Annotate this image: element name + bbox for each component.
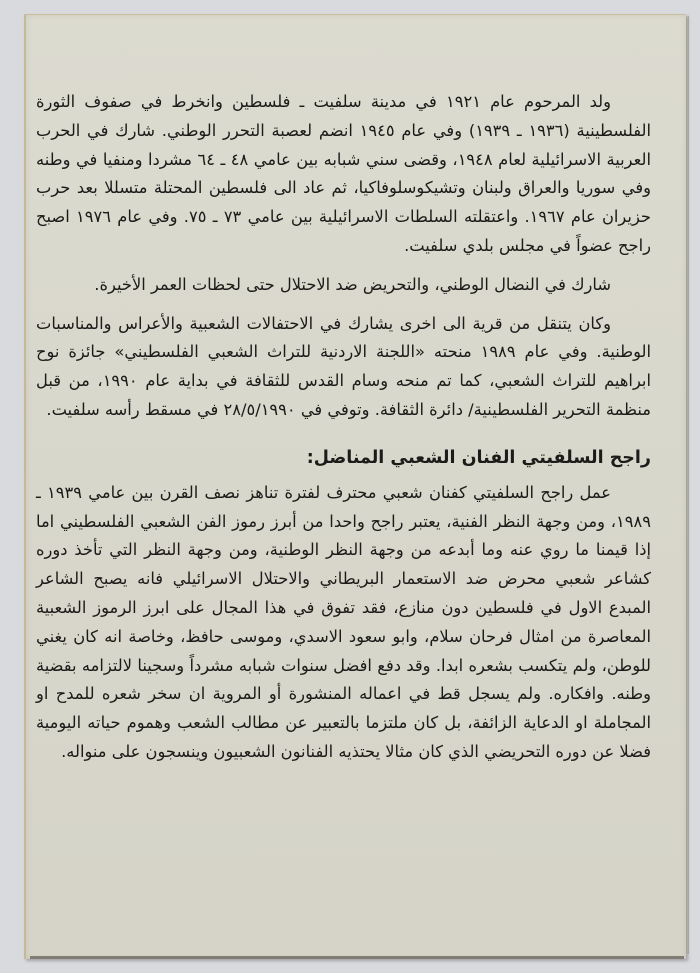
paragraph-birth: ولد المرحوم عام ١٩٢١ في مدينة سلفيت ـ فلسطين وانخرط في صفوف الثورة الفلسطينية (١٩٣٦ ـ ١٩٣٩) وفي عام ١٩٤٥ انضم لعصبة التحرر الوطني. شارك في الحرب العربية الاسرائيلية لعام ١٩٤٨، وقضى سني شبابه بين عامي ٤٨ ـ ٦٤ مشردا ومنفيا في وطنه وفي سوريا والعراق ولبنان وتشيكوسلوفاكيا، ثم عاد الى فلسطين المحتلة متسللا بعد حرب حزيران عام ١٩٦٧. واعتقلته السلطات الاسرائيلية بين عامي ٧٣ ـ ٧٥. وفي عام ١٩٧٦ اصبح راجح عضواً في مجلس بلدي سلفيت. [36, 92, 651, 255]
paragraph-struggle: شارك في النضال الوطني، والتحريض ضد الاحتلال حتى لحظات العمر الأخيرة. [94, 274, 611, 294]
book-page [24, 14, 686, 959]
section-heading: راجح السلفيتي الفنان الشعبي المناضل: [306, 447, 651, 468]
paragraph-artist: عمل راجح السلفيتي كفنان شعبي محترف لفترة تناهز نصف القرن بين عامي ١٩٣٩ ـ ١٩٨٩، ومن وجهة النظر الفنية، يعتبر راجح واحدا من أبرز رموز الفن الشعبي الفلسطيني اما إذا قيمنا ما روي عنه وما أبدعه من وجهة النظر الوطنية، ومن وجهة النظر التي تأخذ دوره كشاعر شعبي محرض ضد الاستعمار البريطاني والاحتلال الاسرائيلي فانه يصبح الشاعر المبدع الاول في فلسطين دون منازع، فقد تفوق في هذا المجال على ابرز الرموز الشعبية المعاصرة من امثال فرحان سلام، وابو سعود الاسدي، وموسى حافظ، وخاصة انه كان يغني للوطن، ولم يتكسب بشعره ابدا. وقد دفع افضل سنوات شبابه مشرداً وسجينا لالتزامه بقضية وطنه. وافكاره. ولم يسجل قط في اعماله المنشورة أو المروية ان سخر شعره للمدح او المجاملة او الدعاية الزائفة، بل كان ملتزما بالتعبير عن مطالب الشعب وهموم حياته اليومية فضلا عن دوره التحريضي الذي كان مثالا يحتذيه الفنانون الشعبيون وينسجون على منواله. [36, 482, 651, 761]
page-content [36, 88, 651, 767]
paragraph-awards: وكان يتنقل من قرية الى اخرى يشارك في الاحتفالات الشعبية والأعراس والمناسبات الوطنية. وفي عام ١٩٨٩ منحته «اللجنة الاردنية للتراث الشعبي الفلسطيني» جائزة نوح ابراهيم للتراث الشعبي، كما تم منحه وسام القدس للثقافة في بداية عام ١٩٩٠، من قبل منظمة التحرير الفلسطينية/ دائرة الثقافة. وتوفي في ٢٨/٥/١٩٩٠ في مسقط رأسه سلفيت. [36, 313, 651, 419]
page-edge-bottom [30, 956, 684, 959]
